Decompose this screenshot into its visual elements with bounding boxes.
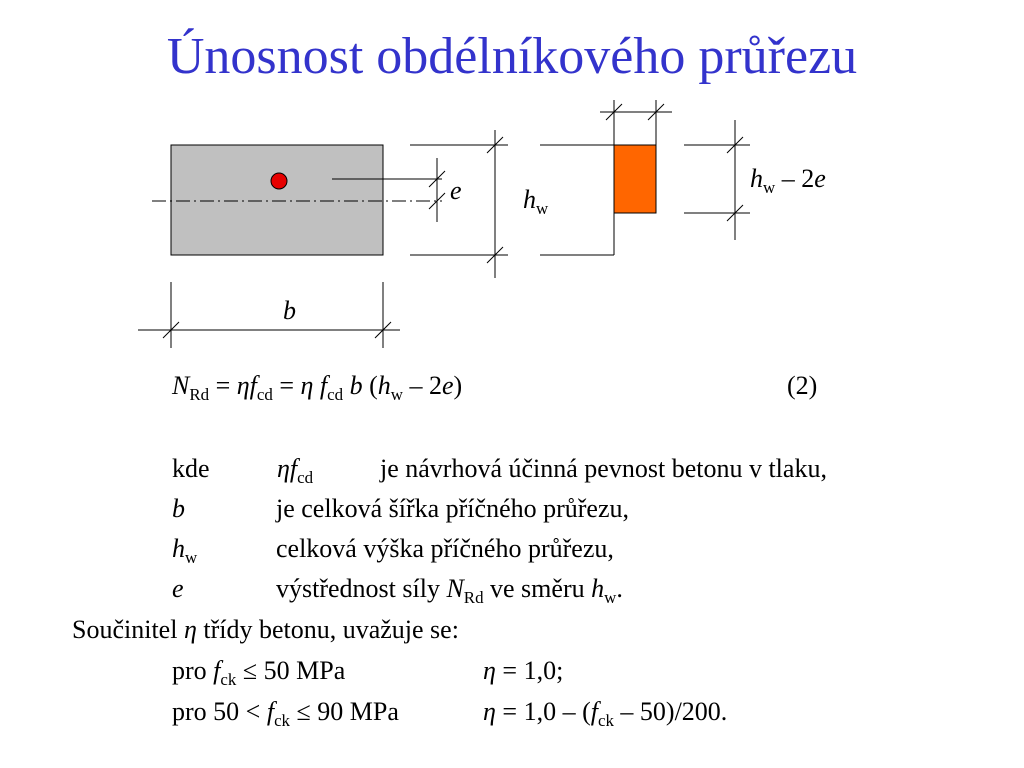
- coefficient-case-1: pro $f_{ck} \le 50$ MPa η = 1,0;: [172, 656, 564, 689]
- definition-eta-fcd: kde $\eta f_{cd}$ je návrhová účinná pevnost betonu v tlaku,: [172, 454, 827, 487]
- coefficient-case-2: pro $50 < f_{ck} \le 90$ MPa $\eta = 1,0 - (f_{ck} - 50)/200$.: [172, 697, 728, 730]
- label-e: e: [450, 176, 462, 205]
- section-rectangle: [171, 145, 383, 255]
- equation-nrd: $N_{Rd} = \eta f_{cd} = \eta$ $f_{cd}$ b $(h_w - 2e)$: [172, 371, 463, 404]
- compression-block: [614, 145, 656, 213]
- force-point: [271, 173, 287, 189]
- definition-hw: $h_w$ celková výška příčného průřezu,: [172, 534, 614, 567]
- definition-b: b je celková šířka příčného průřezu,: [172, 494, 630, 523]
- label-hw-minus-2e: $h_w - 2e$: [750, 164, 826, 197]
- label-hw: $h_w$: [523, 185, 549, 218]
- equation-number: (2): [787, 371, 818, 400]
- definition-e: e výstřednost síly $N_{Rd}$ ve směru $h_w$.: [172, 574, 623, 607]
- coefficient-intro: Součinitel η třídy betonu, uvažuje se:: [72, 615, 459, 644]
- label-b: b: [283, 296, 296, 325]
- slide-title: Únosnost obdélníkového průřezu: [166, 28, 858, 85]
